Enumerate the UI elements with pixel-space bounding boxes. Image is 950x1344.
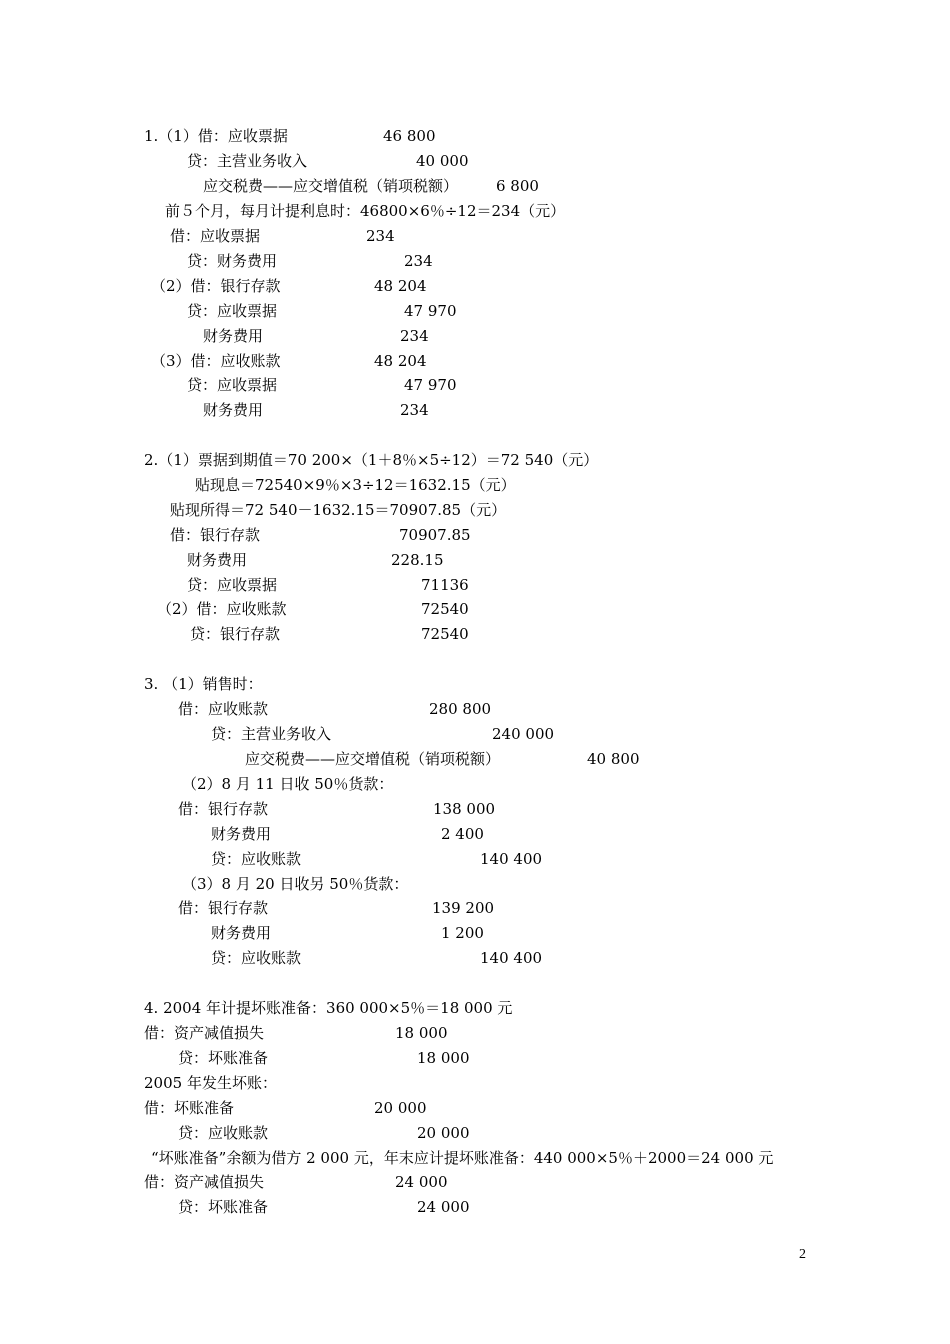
text-line: 借：资产减值损失 bbox=[144, 1024, 265, 1042]
amount: 6 800 bbox=[496, 177, 539, 195]
page-number: 2 bbox=[799, 1247, 806, 1262]
amount: 140 400 bbox=[480, 949, 543, 967]
amount: 20 000 bbox=[374, 1099, 427, 1117]
text-line: 财务费用 bbox=[203, 327, 264, 345]
text-line: 2.（1）票据到期值＝70 200×（1＋8％×5÷12）＝72 540（元） bbox=[144, 451, 599, 469]
amount: 70907.85 bbox=[399, 526, 471, 544]
text-line: 贷：坏账准备 bbox=[178, 1049, 269, 1067]
text-line: 1.（1）借：应收票据 bbox=[144, 127, 288, 145]
amount: 40 000 bbox=[416, 152, 469, 170]
text-line: （2）借：银行存款 bbox=[151, 277, 281, 295]
amount: 1 200 bbox=[441, 924, 484, 942]
amount: 234 bbox=[366, 227, 395, 245]
text-line: 借：资产减值损失 bbox=[144, 1173, 265, 1191]
text-line: 贷：坏账准备 bbox=[178, 1198, 269, 1216]
text-line: 贷：应收账款 bbox=[211, 850, 302, 868]
text-line: 2005 年发生坏账： bbox=[144, 1074, 277, 1092]
text-line: 贷：应收账款 bbox=[211, 949, 302, 967]
amount: 47 970 bbox=[404, 376, 457, 394]
text-line: （3）借：应收账款 bbox=[151, 352, 281, 370]
text-line: 借：应收账款 bbox=[178, 700, 269, 718]
text-line: 借：应收票据 bbox=[170, 227, 261, 245]
text-line: 贷：应收票据 bbox=[187, 376, 278, 394]
text-line: 贷：银行存款 bbox=[190, 625, 281, 643]
text-line: （2）借：应收账款 bbox=[157, 600, 287, 618]
amount: 18 000 bbox=[417, 1049, 470, 1067]
amount: 47 970 bbox=[404, 302, 457, 320]
amount: 48 204 bbox=[374, 352, 427, 370]
amount: 234 bbox=[404, 252, 433, 270]
text-line: 贷：应收票据 bbox=[187, 302, 278, 320]
amount: 138 000 bbox=[433, 800, 496, 818]
amount: 72540 bbox=[421, 600, 469, 618]
text-line: 贴现所得＝72 540－1632.15＝70907.85（元） bbox=[170, 501, 507, 519]
text-line: （2）8 月 11 日收 50％货款： bbox=[182, 775, 394, 793]
amount: 72540 bbox=[421, 625, 469, 643]
text-line: 借：银行存款 bbox=[170, 526, 261, 544]
amount: 228.15 bbox=[391, 551, 444, 569]
text-line: 应交税费——应交增值税（销项税额） bbox=[203, 177, 459, 195]
amount: 24 000 bbox=[395, 1173, 448, 1191]
text-line: 财务费用 bbox=[203, 401, 264, 419]
amount: 280 800 bbox=[429, 700, 492, 718]
text-line: 借：银行存款 bbox=[178, 800, 269, 818]
text-line: 财务费用 bbox=[187, 551, 248, 569]
text-line: 应交税费——应交增值税（销项税额） bbox=[245, 750, 501, 768]
amount: 46 800 bbox=[383, 127, 436, 145]
text-line: 借：银行存款 bbox=[178, 899, 269, 917]
text-line: 贷：应收账款 bbox=[178, 1124, 269, 1142]
amount: 24 000 bbox=[417, 1198, 470, 1216]
text-line: 贷：应收票据 bbox=[187, 576, 278, 594]
text-line: 财务费用 bbox=[211, 825, 272, 843]
amount: 20 000 bbox=[417, 1124, 470, 1142]
amount: 71136 bbox=[421, 576, 469, 594]
text-line: 贴现息＝72540×9％×3÷12＝1632.15（元） bbox=[195, 476, 516, 494]
amount: 18 000 bbox=[395, 1024, 448, 1042]
amount: 40 800 bbox=[587, 750, 640, 768]
amount: 234 bbox=[400, 327, 429, 345]
text-line: 4. 2004 年计提坏账准备：360 000×5％＝18 000 元 bbox=[144, 999, 513, 1017]
amount: 2 400 bbox=[441, 825, 484, 843]
text-line: 借：坏账准备 bbox=[144, 1099, 235, 1117]
text-line: 前５个月，每月计提利息时：46800×6％÷12＝234（元） bbox=[165, 202, 566, 220]
amount: 140 400 bbox=[480, 850, 543, 868]
text-line: 3. （1）销售时： bbox=[144, 675, 263, 693]
amount: 48 204 bbox=[374, 277, 427, 295]
text-line: 贷：主营业务收入 bbox=[211, 725, 332, 743]
amount: 139 200 bbox=[432, 899, 495, 917]
text-line: 贷：财务费用 bbox=[187, 252, 278, 270]
text-line: （3）8 月 20 日收另 50％货款： bbox=[182, 875, 409, 893]
amount: 234 bbox=[400, 401, 429, 419]
text-line: 财务费用 bbox=[211, 924, 272, 942]
text-line: 贷：主营业务收入 bbox=[187, 152, 308, 170]
amount: 240 000 bbox=[492, 725, 555, 743]
text-line: “坏账准备”余额为借方 2 000 元，年末应计提坏账准备：440 000×5％＋2000＝24 000 元 bbox=[151, 1149, 774, 1167]
